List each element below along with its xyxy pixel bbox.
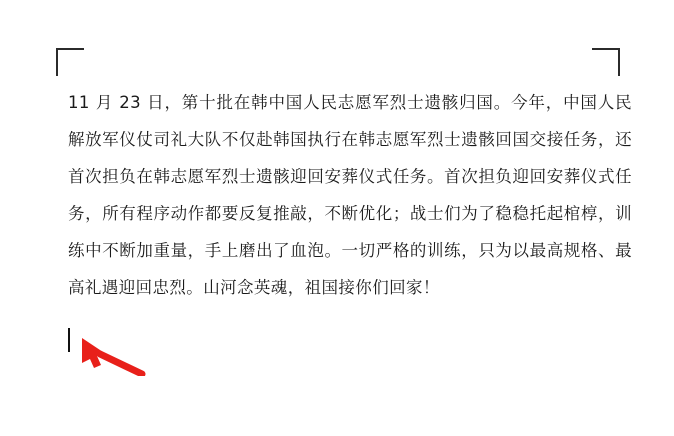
document-text-area[interactable] xyxy=(68,84,632,306)
page-corner-mark-top-left xyxy=(56,48,84,76)
paragraph: 11 月 23 日，第十批在韩中国人民志愿军烈士遗骸归国。今年，中国人民解放军仪仗司礼大队不仅赴韩国执行在韩志愿军烈士遗骸回国交接任务，还首次担负在韩志愿军烈士遗骸迎回安葬仪式任务。首次担负迎回安葬仪式任务，所有程序动作都要反复推敲，不断优化；战士们为了稳稳托起棺椁，训练中不断加重量，手上磨出了血泡。一切严格的训练，只为以最高规格、最高礼遇迎回忠烈。山河念英魂，祖国接你们回家！ xyxy=(68,93,632,297)
page-corner-mark-top-right xyxy=(592,48,620,76)
text-caret xyxy=(68,328,70,352)
red-arrow-annotation xyxy=(80,332,150,376)
